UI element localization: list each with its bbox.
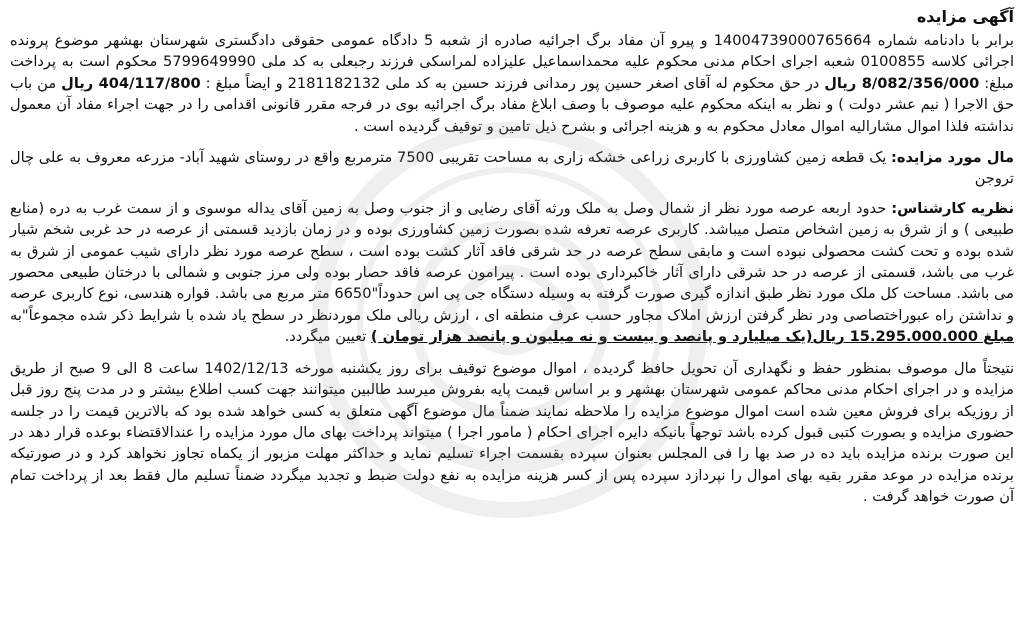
property-paragraph — [10, 147, 1014, 190]
intro-text-7: من باب حق الاجرا ( نیم عشر دولت ) و نظر به اینکه محکوم علیه موصوف با وصف ابلاغ مفاد برگ اجرائیه بوی در فرجه مقرر قانونی اقدامی را در جهت اجراء مفاد آن معمول نداشته فلذا اموال مشارالیه اموال معادل محکوم به و هزینه اجرائی و بشرح ذیل تامین و توقیف گردیده است . — [10, 74, 1014, 135]
intro-text-5: در حق محکوم له آقای اصغر حسین پور رمدانی فرزند حسین به کد ملی — [380, 74, 825, 92]
conclusion-text-1: نتیجتاً مال موصوف بمنظور حفظ و نگهداری آن تحویل حافظ گردیده ، اموال موضوع توقیف برای روز یکشنبه مورخه — [288, 359, 1015, 377]
intro-paragraph — [10, 30, 1014, 137]
debtor-national-id: 5799649990 — [163, 53, 256, 71]
case-class-number: 0100855 — [860, 53, 926, 71]
execution-fee-amount: 404/117/800 ریال — [61, 74, 201, 92]
conclusion-paragraph — [10, 358, 1014, 508]
verdict-number: 14004739000765664 — [713, 32, 872, 49]
intro-text-4: محکوم است به پرداخت مبلغ: — [10, 53, 1014, 92]
intro-text-1: برابر با دادنامه شماره — [871, 32, 1014, 49]
intro-text-3: شعبه اجرای احکام مدنی محکوم علیه محمداسماعیل علیزاده لمراسکی فرزند رجبعلی به کد ملی — [255, 53, 861, 71]
notice-title: آگهی مزایده — [916, 7, 1014, 26]
intro-text-6: و ایضاً مبلغ : — [200, 74, 288, 92]
property-text: یک قطعه زمین کشاورزی با کاربری زراعی خشکه زاری به مساحت تقریبی 7500 مترمربع واقع در روستای شهید آباد- مزرعه معروف به علی چال تروجن — [10, 149, 1014, 188]
expert-paragraph — [10, 198, 1014, 348]
expert-text: حدود اربعه عرصه مورد نظر از شمال وصل به ملک ورثه آقای رضایی و از جنوب وصل به زمین آقای یداله موسوی و از سمت غرب به دره (منابع طبیعی ) و از شرق به زمین اشخاص متصل میباشد. کاربری عرصه تعرفه شده بصورت زمین کشاورزی بوده و در زمان بازدید قسمتی از عرصه در حد غربی شخم شیار شده بوده و تحت کشت محصولی نبوده است و مابقی سطح عرصه در حد شرقی فاقد آثار کشت بوده است ، سطح عرصه مورد نظر دارای شیب عمومی از شرق به غرب می باشد، قسمتی از عرصه در حد شرقی دارای آثار خاکبرداری بوده است . پیرامون عرصه فاقد حصار بوده ولی مرز جنوبی و شمالی با درختان طبیعی محصور می باشد. مساحت کل ملک مورد نظر طبق اندازه گیری صورت گرفته به وسیله دستگاه جی پی اس حدوداً"6650 متر مربع می باشد. قواره هندسی، نوع کاربری عرصه و نداشتن راه عبوراختصاصی ودر نظر گرفتن ارزش املاک مجاور حسب عرف منطقه ای ، ارزش ریالی ملک موردنظر در سطح یاد شده با شرایط ذکر شده مجموعاً"به — [10, 199, 1014, 324]
creditor-national-id: 2181182132 — [287, 74, 381, 92]
auction-date: 1402/12/13 — [204, 359, 289, 377]
property-label: مال مورد مزایده: — [891, 149, 1014, 167]
judgment-amount: 8/082/356/000 ریال — [824, 74, 980, 92]
expert-label: نظریه کارشناس: — [891, 199, 1014, 217]
intro-text-2: و پیرو آن مفاد برگ اجرائیه صادره از شعبه 5 دادگاه عمومی حقوقی دادگستری شهرستان بهشهر موضوع پرونده اجرائی کلاسه — [10, 32, 1014, 71]
conclusion-text-2: ساعت 8 الی 9 صبح از طریق مزایده و در اجرای احکام مدنی محاکم عمومی شهرستان بهشهر و بر اساس قیمت پایه بفروش میرسد طالبین میتوانند جهت کسب اطلاع بیشتر و در مدت پنج روز قبل از روزیکه برای فروش معین شده است اموال موضوع مزایده را ملاحظه نمایند ضمناً مال موضوع آگهی متعلق به کسی خواهد شده بود که بالاترین قیمت را در جلسه حضوری مزایده و بصورت کتبی قبول کرده باشد توجهاً بانیکه دایره اجرای احکام ( مامور اجرا ) میتواند پرداخت بهای مال مورد مزایده را عندالاقتضاء بوعده قرار دهد در این صورت برنده مزایده باید ده در صد بها را فی المجلس بعنوان سپرده بقسمت اجراء تسلیم نماید و حداکثر مهلت مزبور از یکماه تجاوز نخواهد کرد و در صورتیکه برنده مزایده در موعد مقرر بقیه بهای اموال را نپردازد سپرده پس از کسر هزینه مزایده به نفع دولت ضبط و تجدید میگردد ضمناً تسلیم مال فقط بعد از پرداخت تمام آن صورت خواهد گرفت . — [10, 359, 1014, 506]
expert-text-end: تعیین میگردد. — [284, 328, 371, 346]
appraised-value: مبلغ 15.295.000.000 ریال(یک میلیارد و پانصد و بیست و نه میلیون و پانصد هزار تومان ) — [370, 328, 1014, 346]
